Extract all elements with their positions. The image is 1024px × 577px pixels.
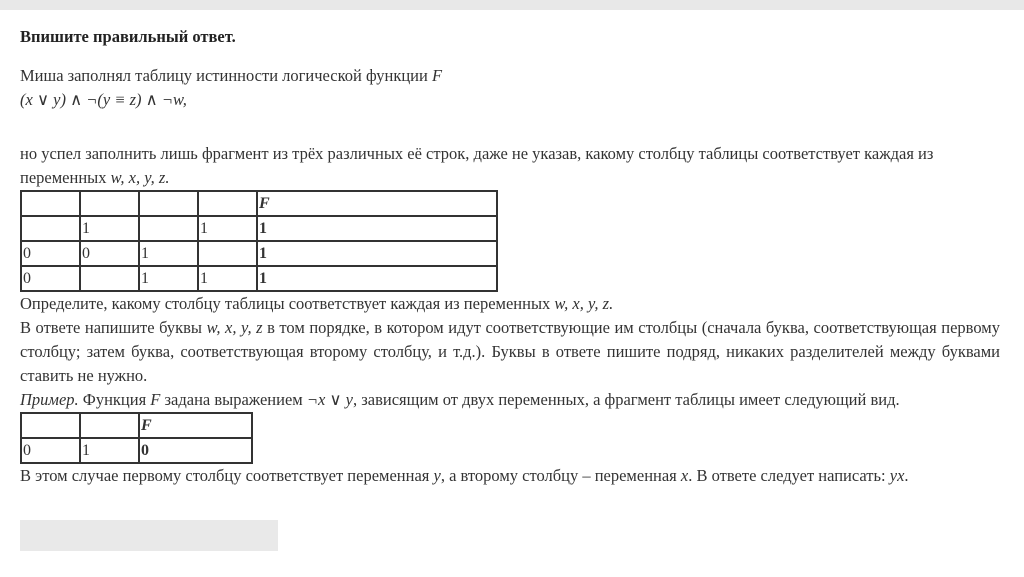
table-header-row: [21, 413, 252, 438]
intro-paragraph: [20, 64, 1000, 88]
variables-list: w, x, y, z.: [110, 168, 170, 187]
intro-text: Миша заполнял таблицу истинности логической функции: [20, 66, 432, 85]
table-cell: 1: [80, 216, 139, 241]
table-cell-f: 1: [257, 216, 497, 241]
table-cell: 1: [139, 266, 198, 291]
table-cell: 0: [80, 241, 139, 266]
table-cell: [198, 241, 257, 266]
example-paragraph: [20, 388, 1000, 412]
final-text-a: В этом случае первому столбцу соответствует переменная: [20, 466, 434, 485]
task-heading: Впишите правильный ответ.: [20, 27, 236, 46]
table-header-f: F: [257, 191, 497, 216]
example-expression: ¬x ∨ y: [306, 390, 353, 409]
task-content: [20, 26, 1000, 488]
table-cell: 0: [21, 266, 80, 291]
table-cell-f: 0: [139, 438, 252, 463]
top-bar: [0, 0, 1024, 10]
example-text-c: , зависящим от двух переменных, а фрагмент таблицы имеет следующий вид.: [352, 390, 900, 409]
determine-paragraph: [20, 292, 1000, 316]
table-cell: 1: [139, 241, 198, 266]
example-text-b: задана выражением: [160, 390, 307, 409]
table-cell: [21, 413, 80, 438]
determine-text: Определите, какому столбцу таблицы соответствует каждая из переменных: [20, 294, 555, 313]
description-text: но успел заполнить лишь фрагмент из трёх различных её строк, даже не указав, какому столбцу таблицы соответствует каждая из переменных: [20, 144, 934, 187]
answer-input[interactable]: [20, 520, 278, 551]
table-cell: 0: [21, 241, 80, 266]
example-text-a: Функция: [78, 390, 151, 409]
function-letter: F: [431, 66, 443, 85]
final-paragraph: [20, 464, 1000, 488]
table-cell: [139, 191, 198, 216]
table-cell: [21, 216, 80, 241]
formula-text: (x ∨ y) ∧ ¬(y ≡ z) ∧ ¬w,: [20, 90, 187, 109]
table-cell: [139, 216, 198, 241]
table-row: [21, 266, 497, 291]
table-cell: 1: [198, 266, 257, 291]
final-dot: .: [904, 466, 909, 485]
example-function-letter: F: [150, 390, 161, 409]
final-text-c: . В ответе следует написать:: [688, 466, 890, 485]
final-var-x: x: [680, 466, 689, 485]
table-cell: [198, 191, 257, 216]
table-row: [21, 241, 497, 266]
table-cell: 0: [21, 438, 80, 463]
table-cell: 1: [198, 216, 257, 241]
table-cell-f: 1: [257, 241, 497, 266]
answer-instructions: [20, 316, 1000, 388]
table-row: [21, 438, 252, 463]
example-table: [20, 412, 253, 464]
table-cell-f: 1: [257, 266, 497, 291]
final-text-b: , а второму столбцу – переменная: [440, 466, 681, 485]
instructions-b: в том порядке, в котором идут соответствующие им столбцы (сначала буква, соответствующая первому столбцу; затем буква, соответствующая второму столбцу, и т.д.). Буквы в ответе пишите подряд, никаких разделителей между буквами ставить не нужно.: [20, 318, 1000, 385]
table-cell: [80, 413, 139, 438]
determine-vars: w, x, y, z.: [554, 294, 614, 313]
table-row: [21, 216, 497, 241]
final-var-y: y: [433, 466, 441, 485]
table-cell: [21, 191, 80, 216]
description-paragraph: [20, 142, 1000, 190]
formula: [20, 88, 1000, 112]
table-header-row: [21, 191, 497, 216]
table-cell: [80, 266, 139, 291]
table-cell: 1: [80, 438, 139, 463]
truth-table: [20, 190, 498, 292]
example-label: Пример.: [20, 390, 79, 409]
instructions-vars: w, x, y, z: [206, 318, 263, 337]
table-cell: [80, 191, 139, 216]
table-header-f: F: [139, 413, 252, 438]
final-answer: yx: [889, 466, 905, 485]
instructions-a: В ответе напишите буквы: [20, 318, 207, 337]
